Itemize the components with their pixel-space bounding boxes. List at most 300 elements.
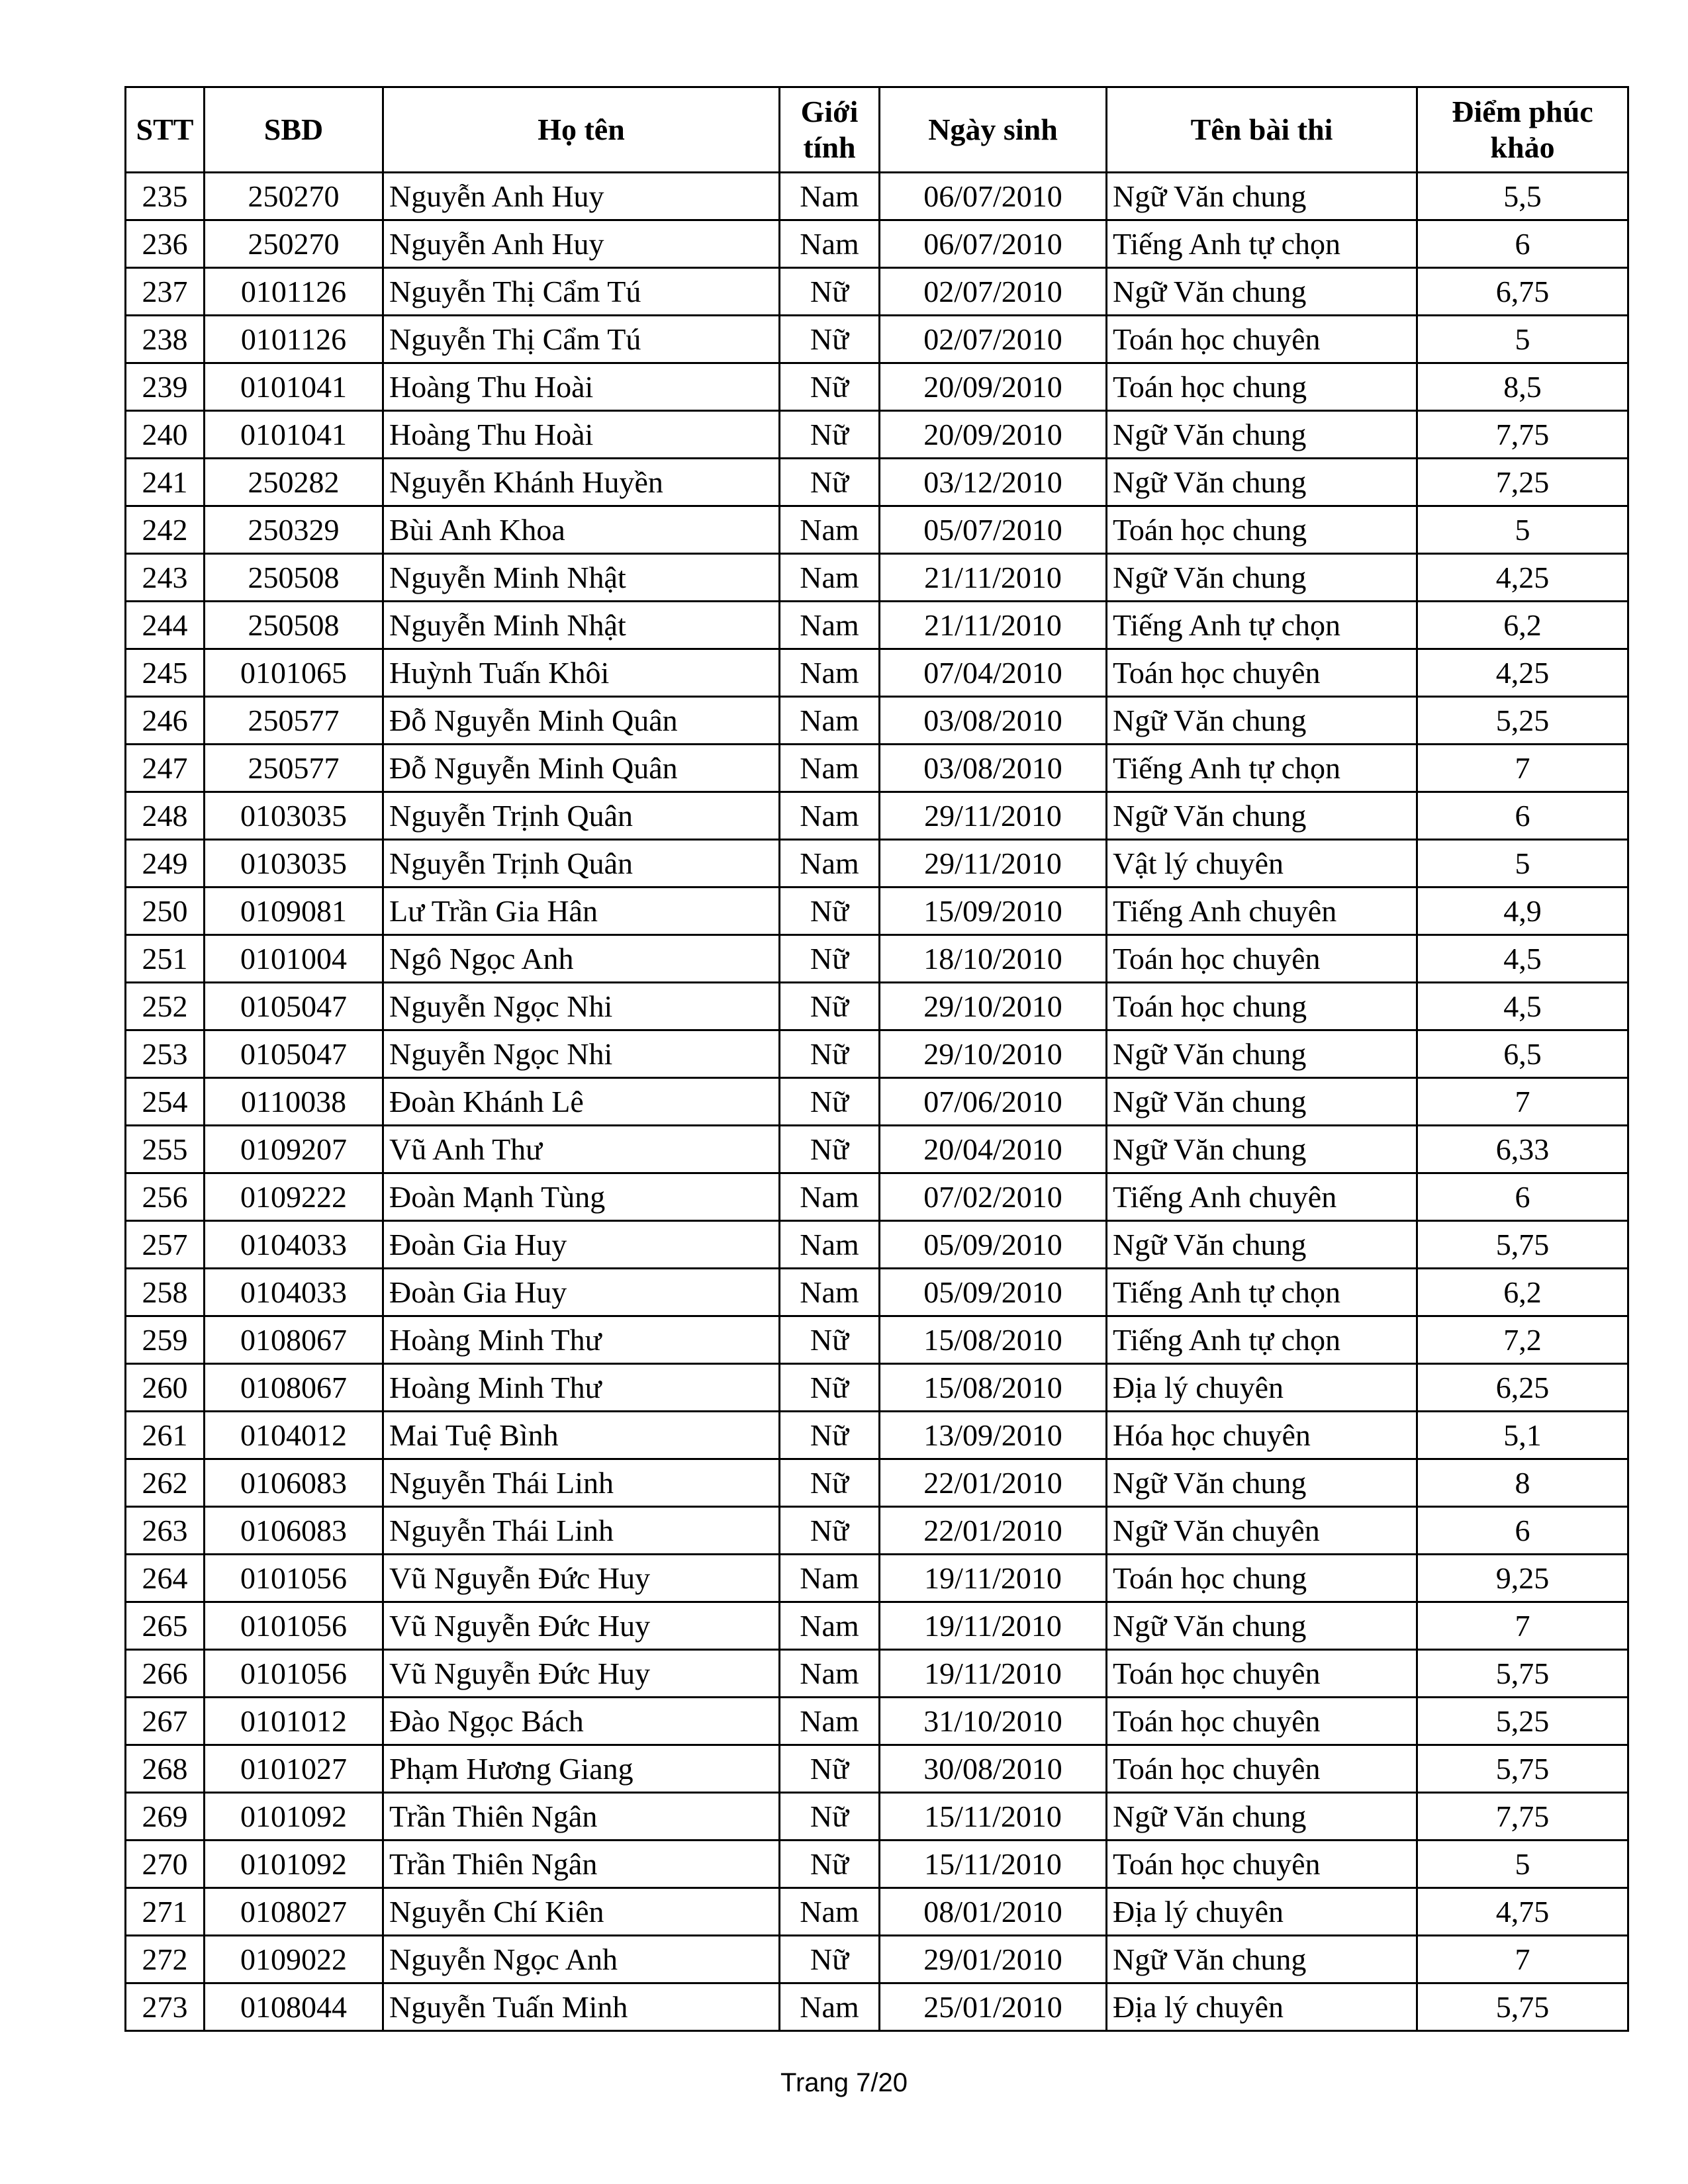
cell-ho-ten: Phạm Hương Giang xyxy=(383,1745,780,1793)
cell-ten-bai-thi: Toán học chung xyxy=(1107,983,1417,1030)
cell-stt: 245 xyxy=(126,649,205,697)
cell-ho-ten: Đào Ngọc Bách xyxy=(383,1698,780,1745)
cell-ngay-sinh: 29/11/2010 xyxy=(880,792,1107,840)
cell-stt: 263 xyxy=(126,1507,205,1555)
cell-stt: 271 xyxy=(126,1888,205,1936)
cell-ho-ten: Hoàng Thu Hoài xyxy=(383,363,780,411)
cell-diem: 5 xyxy=(1417,1841,1628,1888)
cell-diem: 4,5 xyxy=(1417,983,1628,1030)
cell-stt: 251 xyxy=(126,935,205,983)
cell-ten-bai-thi: Địa lý chuyên xyxy=(1107,1364,1417,1412)
cell-ho-ten: Nguyễn Trịnh Quân xyxy=(383,792,780,840)
cell-ho-ten: Hoàng Minh Thư xyxy=(383,1364,780,1412)
cell-ten-bai-thi: Toán học chuyên xyxy=(1107,1841,1417,1888)
table-row xyxy=(126,1459,1628,1507)
table-row xyxy=(126,1793,1628,1841)
cell-sbd: 250329 xyxy=(205,506,383,554)
cell-stt: 243 xyxy=(126,554,205,602)
cell-stt: 241 xyxy=(126,459,205,506)
cell-ho-ten: Đỗ Nguyễn Minh Quân xyxy=(383,697,780,745)
cell-ten-bai-thi: Toán học chung xyxy=(1107,363,1417,411)
table-row xyxy=(126,411,1628,459)
cell-sbd: 0101012 xyxy=(205,1698,383,1745)
cell-stt: 272 xyxy=(126,1936,205,1983)
cell-sbd: 0101092 xyxy=(205,1793,383,1841)
cell-sbd: 0108067 xyxy=(205,1364,383,1412)
cell-stt: 267 xyxy=(126,1698,205,1745)
cell-gioi-tinh: Nữ xyxy=(780,983,880,1030)
cell-gioi-tinh: Nữ xyxy=(780,1412,880,1459)
table-row xyxy=(126,649,1628,697)
cell-stt: 252 xyxy=(126,983,205,1030)
cell-sbd: 0104033 xyxy=(205,1221,383,1269)
cell-ho-ten: Vũ Nguyễn Đức Huy xyxy=(383,1602,780,1650)
cell-ngay-sinh: 30/08/2010 xyxy=(880,1745,1107,1793)
cell-sbd: 0101004 xyxy=(205,935,383,983)
cell-stt: 259 xyxy=(126,1316,205,1364)
cell-ngay-sinh: 25/01/2010 xyxy=(880,1983,1107,2031)
cell-ten-bai-thi: Ngữ Văn chung xyxy=(1107,1936,1417,1983)
cell-diem: 5,1 xyxy=(1417,1412,1628,1459)
cell-sbd: 0104033 xyxy=(205,1269,383,1316)
table-row xyxy=(126,1507,1628,1555)
table-row xyxy=(126,983,1628,1030)
cell-ngay-sinh: 15/08/2010 xyxy=(880,1316,1107,1364)
cell-gioi-tinh: Nữ xyxy=(780,1030,880,1078)
table-row xyxy=(126,316,1628,363)
cell-ten-bai-thi: Toán học chuyên xyxy=(1107,935,1417,983)
cell-diem: 4,9 xyxy=(1417,887,1628,935)
cell-ten-bai-thi: Hóa học chuyên xyxy=(1107,1412,1417,1459)
cell-ngay-sinh: 20/09/2010 xyxy=(880,411,1107,459)
cell-ngay-sinh: 07/06/2010 xyxy=(880,1078,1107,1126)
cell-stt: 246 xyxy=(126,697,205,745)
cell-ten-bai-thi: Toán học chuyên xyxy=(1107,1698,1417,1745)
cell-ten-bai-thi: Toán học chuyên xyxy=(1107,1650,1417,1698)
cell-ngay-sinh: 22/01/2010 xyxy=(880,1459,1107,1507)
cell-stt: 236 xyxy=(126,220,205,268)
cell-ho-ten: Vũ Nguyễn Đức Huy xyxy=(383,1650,780,1698)
table-row xyxy=(126,1316,1628,1364)
cell-diem: 7 xyxy=(1417,1602,1628,1650)
cell-gioi-tinh: Nam xyxy=(780,1555,880,1602)
cell-ngay-sinh: 02/07/2010 xyxy=(880,268,1107,316)
cell-ngay-sinh: 05/09/2010 xyxy=(880,1221,1107,1269)
cell-ten-bai-thi: Ngữ Văn chung xyxy=(1107,697,1417,745)
cell-gioi-tinh: Nam xyxy=(780,1269,880,1316)
cell-diem: 5,25 xyxy=(1417,1698,1628,1745)
cell-ho-ten: Hoàng Minh Thư xyxy=(383,1316,780,1364)
table-row xyxy=(126,459,1628,506)
cell-diem: 8,5 xyxy=(1417,363,1628,411)
cell-stt: 248 xyxy=(126,792,205,840)
cell-ten-bai-thi: Ngữ Văn chuyên xyxy=(1107,1507,1417,1555)
cell-diem: 7,75 xyxy=(1417,1793,1628,1841)
table-row xyxy=(126,602,1628,649)
cell-ho-ten: Nguyễn Anh Huy xyxy=(383,220,780,268)
cell-sbd: 0106083 xyxy=(205,1507,383,1555)
cell-gioi-tinh: Nữ xyxy=(780,1364,880,1412)
cell-sbd: 0109222 xyxy=(205,1173,383,1221)
cell-stt: 242 xyxy=(126,506,205,554)
cell-ho-ten: Trần Thiên Ngân xyxy=(383,1841,780,1888)
cell-ngay-sinh: 20/04/2010 xyxy=(880,1126,1107,1173)
cell-ho-ten: Nguyễn Thị Cẩm Tú xyxy=(383,268,780,316)
cell-ho-ten: Nguyễn Thái Linh xyxy=(383,1459,780,1507)
table-row xyxy=(126,1602,1628,1650)
cell-gioi-tinh: Nữ xyxy=(780,1745,880,1793)
cell-gioi-tinh: Nữ xyxy=(780,1793,880,1841)
header-row xyxy=(126,87,1628,173)
cell-ten-bai-thi: Toán học chuyên xyxy=(1107,649,1417,697)
cell-ten-bai-thi: Địa lý chuyên xyxy=(1107,1888,1417,1936)
cell-gioi-tinh: Nữ xyxy=(780,1459,880,1507)
table-row xyxy=(126,1364,1628,1412)
cell-sbd: 0101056 xyxy=(205,1555,383,1602)
cell-ten-bai-thi: Ngữ Văn chung xyxy=(1107,792,1417,840)
cell-ho-ten: Đoàn Gia Huy xyxy=(383,1221,780,1269)
header-ho-ten: Họ tên xyxy=(383,87,780,173)
cell-diem: 7,2 xyxy=(1417,1316,1628,1364)
cell-diem: 4,25 xyxy=(1417,554,1628,602)
cell-stt: 266 xyxy=(126,1650,205,1698)
cell-diem: 6,5 xyxy=(1417,1030,1628,1078)
cell-ho-ten: Ngô Ngọc Anh xyxy=(383,935,780,983)
cell-stt: 260 xyxy=(126,1364,205,1412)
cell-diem: 5,5 xyxy=(1417,173,1628,220)
cell-diem: 5 xyxy=(1417,840,1628,887)
table-row xyxy=(126,792,1628,840)
cell-ho-ten: Nguyễn Trịnh Quân xyxy=(383,840,780,887)
cell-diem: 7,75 xyxy=(1417,411,1628,459)
cell-gioi-tinh: Nam xyxy=(780,745,880,792)
cell-ho-ten: Nguyễn Ngọc Nhi xyxy=(383,983,780,1030)
cell-ho-ten: Nguyễn Minh Nhật xyxy=(383,554,780,602)
cell-stt: 258 xyxy=(126,1269,205,1316)
cell-ten-bai-thi: Tiếng Anh chuyên xyxy=(1107,1173,1417,1221)
cell-ten-bai-thi: Vật lý chuyên xyxy=(1107,840,1417,887)
cell-ho-ten: Huỳnh Tuấn Khôi xyxy=(383,649,780,697)
cell-gioi-tinh: Nữ xyxy=(780,935,880,983)
cell-stt: 247 xyxy=(126,745,205,792)
table-row xyxy=(126,935,1628,983)
table-row xyxy=(126,363,1628,411)
cell-ho-ten: Bùi Anh Khoa xyxy=(383,506,780,554)
cell-stt: 253 xyxy=(126,1030,205,1078)
cell-sbd: 0106083 xyxy=(205,1459,383,1507)
cell-ten-bai-thi: Toán học chung xyxy=(1107,1555,1417,1602)
cell-gioi-tinh: Nam xyxy=(780,792,880,840)
cell-ten-bai-thi: Tiếng Anh tự chọn xyxy=(1107,1316,1417,1364)
cell-stt: 262 xyxy=(126,1459,205,1507)
header-diem-phuc-khao: Điểm phúc khảo xyxy=(1417,87,1628,173)
cell-ngay-sinh: 29/10/2010 xyxy=(880,983,1107,1030)
cell-gioi-tinh: Nam xyxy=(780,697,880,745)
cell-stt: 256 xyxy=(126,1173,205,1221)
cell-ho-ten: Nguyễn Ngọc Nhi xyxy=(383,1030,780,1078)
cell-ngay-sinh: 22/01/2010 xyxy=(880,1507,1107,1555)
cell-stt: 273 xyxy=(126,1983,205,2031)
cell-ho-ten: Vũ Anh Thư xyxy=(383,1126,780,1173)
cell-ten-bai-thi: Tiếng Anh tự chọn xyxy=(1107,1269,1417,1316)
cell-ho-ten: Đỗ Nguyễn Minh Quân xyxy=(383,745,780,792)
header-ngay-sinh: Ngày sinh xyxy=(880,87,1107,173)
cell-sbd: 0103035 xyxy=(205,840,383,887)
cell-sbd: 0105047 xyxy=(205,983,383,1030)
cell-gioi-tinh: Nam xyxy=(780,554,880,602)
cell-diem: 6 xyxy=(1417,1507,1628,1555)
cell-ngay-sinh: 20/09/2010 xyxy=(880,363,1107,411)
table-row xyxy=(126,1698,1628,1745)
table-row xyxy=(126,220,1628,268)
cell-stt: 244 xyxy=(126,602,205,649)
cell-gioi-tinh: Nam xyxy=(780,506,880,554)
cell-gioi-tinh: Nam xyxy=(780,220,880,268)
cell-gioi-tinh: Nữ xyxy=(780,411,880,459)
cell-diem: 6,2 xyxy=(1417,1269,1628,1316)
cell-sbd: 250577 xyxy=(205,697,383,745)
cell-ngay-sinh: 29/01/2010 xyxy=(880,1936,1107,1983)
cell-ngay-sinh: 19/11/2010 xyxy=(880,1602,1107,1650)
cell-sbd: 0101041 xyxy=(205,363,383,411)
cell-stt: 257 xyxy=(126,1221,205,1269)
cell-diem: 5,75 xyxy=(1417,1983,1628,2031)
table-row xyxy=(126,554,1628,602)
cell-ten-bai-thi: Toán học chung xyxy=(1107,506,1417,554)
cell-stt: 239 xyxy=(126,363,205,411)
cell-stt: 249 xyxy=(126,840,205,887)
table-row xyxy=(126,887,1628,935)
cell-sbd: 0101126 xyxy=(205,316,383,363)
cell-sbd: 250282 xyxy=(205,459,383,506)
cell-ngay-sinh: 31/10/2010 xyxy=(880,1698,1107,1745)
cell-gioi-tinh: Nam xyxy=(780,173,880,220)
cell-sbd: 0109081 xyxy=(205,887,383,935)
cell-sbd: 250270 xyxy=(205,173,383,220)
cell-diem: 9,25 xyxy=(1417,1555,1628,1602)
cell-ho-ten: Nguyễn Thái Linh xyxy=(383,1507,780,1555)
cell-ngay-sinh: 03/12/2010 xyxy=(880,459,1107,506)
cell-sbd: 250577 xyxy=(205,745,383,792)
cell-gioi-tinh: Nam xyxy=(780,649,880,697)
cell-sbd: 0101056 xyxy=(205,1602,383,1650)
cell-diem: 7 xyxy=(1417,1936,1628,1983)
cell-ho-ten: Đoàn Khánh Lê xyxy=(383,1078,780,1126)
cell-gioi-tinh: Nam xyxy=(780,1173,880,1221)
cell-diem: 6,75 xyxy=(1417,268,1628,316)
cell-ten-bai-thi: Ngữ Văn chung xyxy=(1107,1459,1417,1507)
cell-sbd: 0101065 xyxy=(205,649,383,697)
table-body xyxy=(126,173,1628,2031)
table-row xyxy=(126,1221,1628,1269)
cell-stt: 270 xyxy=(126,1841,205,1888)
cell-ho-ten: Trần Thiên Ngân xyxy=(383,1793,780,1841)
table-row xyxy=(126,1030,1628,1078)
table-row xyxy=(126,506,1628,554)
cell-diem: 6,2 xyxy=(1417,602,1628,649)
cell-stt: 237 xyxy=(126,268,205,316)
cell-ho-ten: Vũ Nguyễn Đức Huy xyxy=(383,1555,780,1602)
cell-stt: 250 xyxy=(126,887,205,935)
cell-diem: 6 xyxy=(1417,792,1628,840)
cell-ngay-sinh: 21/11/2010 xyxy=(880,602,1107,649)
cell-stt: 268 xyxy=(126,1745,205,1793)
cell-ten-bai-thi: Ngữ Văn chung xyxy=(1107,268,1417,316)
table-row xyxy=(126,173,1628,220)
cell-stt: 240 xyxy=(126,411,205,459)
cell-ngay-sinh: 02/07/2010 xyxy=(880,316,1107,363)
cell-ngay-sinh: 07/04/2010 xyxy=(880,649,1107,697)
cell-ten-bai-thi: Ngữ Văn chung xyxy=(1107,1126,1417,1173)
cell-ho-ten: Hoàng Thu Hoài xyxy=(383,411,780,459)
cell-gioi-tinh: Nam xyxy=(780,1888,880,1936)
cell-stt: 261 xyxy=(126,1412,205,1459)
cell-stt: 254 xyxy=(126,1078,205,1126)
cell-ho-ten: Đoàn Gia Huy xyxy=(383,1269,780,1316)
cell-ten-bai-thi: Toán học chuyên xyxy=(1107,316,1417,363)
cell-ngay-sinh: 06/07/2010 xyxy=(880,220,1107,268)
cell-diem: 7 xyxy=(1417,1078,1628,1126)
table-row xyxy=(126,1173,1628,1221)
cell-sbd: 250508 xyxy=(205,602,383,649)
cell-ho-ten: Nguyễn Tuấn Minh xyxy=(383,1983,780,2031)
cell-diem: 7 xyxy=(1417,745,1628,792)
cell-ngay-sinh: 29/11/2010 xyxy=(880,840,1107,887)
cell-gioi-tinh: Nữ xyxy=(780,1316,880,1364)
cell-gioi-tinh: Nam xyxy=(780,1602,880,1650)
cell-sbd: 0101056 xyxy=(205,1650,383,1698)
cell-diem: 4,5 xyxy=(1417,935,1628,983)
cell-ho-ten: Nguyễn Khánh Huyền xyxy=(383,459,780,506)
table-row xyxy=(126,840,1628,887)
cell-ho-ten: Nguyễn Ngọc Anh xyxy=(383,1936,780,1983)
cell-diem: 6 xyxy=(1417,220,1628,268)
cell-sbd: 0108067 xyxy=(205,1316,383,1364)
cell-ngay-sinh: 08/01/2010 xyxy=(880,1888,1107,1936)
cell-ngay-sinh: 03/08/2010 xyxy=(880,745,1107,792)
cell-ten-bai-thi: Ngữ Văn chung xyxy=(1107,1793,1417,1841)
cell-gioi-tinh: Nam xyxy=(780,1698,880,1745)
cell-diem: 8 xyxy=(1417,1459,1628,1507)
table-row xyxy=(126,745,1628,792)
cell-sbd: 0109207 xyxy=(205,1126,383,1173)
cell-sbd: 250508 xyxy=(205,554,383,602)
cell-diem: 5 xyxy=(1417,506,1628,554)
page-number: Trang 7/20 xyxy=(780,2068,908,2097)
cell-gioi-tinh: Nam xyxy=(780,1983,880,2031)
cell-gioi-tinh: Nữ xyxy=(780,1936,880,1983)
cell-diem: 6,25 xyxy=(1417,1364,1628,1412)
cell-ten-bai-thi: Ngữ Văn chung xyxy=(1107,459,1417,506)
cell-gioi-tinh: Nữ xyxy=(780,1078,880,1126)
cell-ngay-sinh: 21/11/2010 xyxy=(880,554,1107,602)
cell-stt: 238 xyxy=(126,316,205,363)
cell-ngay-sinh: 05/07/2010 xyxy=(880,506,1107,554)
cell-gioi-tinh: Nữ xyxy=(780,887,880,935)
cell-gioi-tinh: Nữ xyxy=(780,268,880,316)
cell-gioi-tinh: Nữ xyxy=(780,1126,880,1173)
cell-ten-bai-thi: Ngữ Văn chung xyxy=(1107,1078,1417,1126)
cell-ngay-sinh: 06/07/2010 xyxy=(880,173,1107,220)
table-row xyxy=(126,1888,1628,1936)
cell-ten-bai-thi: Ngữ Văn chung xyxy=(1107,1602,1417,1650)
header-gioi-tinh: Giới tính xyxy=(780,87,880,173)
cell-diem: 5,75 xyxy=(1417,1745,1628,1793)
cell-sbd: 0110038 xyxy=(205,1078,383,1126)
cell-sbd: 0108027 xyxy=(205,1888,383,1936)
cell-ho-ten: Nguyễn Minh Nhật xyxy=(383,602,780,649)
cell-ten-bai-thi: Tiếng Anh tự chọn xyxy=(1107,602,1417,649)
cell-diem: 4,75 xyxy=(1417,1888,1628,1936)
cell-gioi-tinh: Nam xyxy=(780,840,880,887)
table-row xyxy=(126,1555,1628,1602)
table-row xyxy=(126,1650,1628,1698)
cell-ngay-sinh: 15/11/2010 xyxy=(880,1841,1107,1888)
cell-ngay-sinh: 13/09/2010 xyxy=(880,1412,1107,1459)
cell-sbd: 0101092 xyxy=(205,1841,383,1888)
cell-gioi-tinh: Nữ xyxy=(780,1841,880,1888)
table-row xyxy=(126,1983,1628,2031)
cell-diem: 4,25 xyxy=(1417,649,1628,697)
cell-sbd: 0101027 xyxy=(205,1745,383,1793)
cell-ten-bai-thi: Ngữ Văn chung xyxy=(1107,1030,1417,1078)
cell-stt: 235 xyxy=(126,173,205,220)
cell-ho-ten: Lư Trần Gia Hân xyxy=(383,887,780,935)
cell-ngay-sinh: 15/11/2010 xyxy=(880,1793,1107,1841)
cell-ho-ten: Mai Tuệ Bình xyxy=(383,1412,780,1459)
cell-sbd: 0104012 xyxy=(205,1412,383,1459)
cell-ngay-sinh: 15/08/2010 xyxy=(880,1364,1107,1412)
table-row xyxy=(126,1841,1628,1888)
cell-diem: 5,75 xyxy=(1417,1650,1628,1698)
cell-sbd: 0108044 xyxy=(205,1983,383,2031)
cell-gioi-tinh: Nữ xyxy=(780,1507,880,1555)
cell-diem: 6,33 xyxy=(1417,1126,1628,1173)
table-row xyxy=(126,1078,1628,1126)
cell-gioi-tinh: Nữ xyxy=(780,316,880,363)
cell-ngay-sinh: 29/10/2010 xyxy=(880,1030,1107,1078)
cell-ngay-sinh: 15/09/2010 xyxy=(880,887,1107,935)
cell-ten-bai-thi: Toán học chuyên xyxy=(1107,1745,1417,1793)
cell-ten-bai-thi: Ngữ Văn chung xyxy=(1107,173,1417,220)
cell-diem: 5,25 xyxy=(1417,697,1628,745)
cell-stt: 255 xyxy=(126,1126,205,1173)
cell-sbd: 0103035 xyxy=(205,792,383,840)
cell-ngay-sinh: 18/10/2010 xyxy=(880,935,1107,983)
cell-ho-ten: Nguyễn Anh Huy xyxy=(383,173,780,220)
cell-ten-bai-thi: Địa lý chuyên xyxy=(1107,1983,1417,2031)
cell-sbd: 0109022 xyxy=(205,1936,383,1983)
cell-ngay-sinh: 05/09/2010 xyxy=(880,1269,1107,1316)
cell-gioi-tinh: Nữ xyxy=(780,363,880,411)
cell-gioi-tinh: Nữ xyxy=(780,459,880,506)
table-row xyxy=(126,1269,1628,1316)
header-ten-bai-thi: Tên bài thi xyxy=(1107,87,1417,173)
cell-diem: 5,75 xyxy=(1417,1221,1628,1269)
header-sbd: SBD xyxy=(205,87,383,173)
cell-diem: 6 xyxy=(1417,1173,1628,1221)
cell-sbd: 0101041 xyxy=(205,411,383,459)
cell-ngay-sinh: 19/11/2010 xyxy=(880,1650,1107,1698)
cell-ngay-sinh: 03/08/2010 xyxy=(880,697,1107,745)
table-row xyxy=(126,1936,1628,1983)
cell-stt: 265 xyxy=(126,1602,205,1650)
cell-ten-bai-thi: Ngữ Văn chung xyxy=(1107,1221,1417,1269)
cell-sbd: 0105047 xyxy=(205,1030,383,1078)
cell-diem: 7,25 xyxy=(1417,459,1628,506)
cell-gioi-tinh: Nam xyxy=(780,1650,880,1698)
cell-gioi-tinh: Nam xyxy=(780,602,880,649)
